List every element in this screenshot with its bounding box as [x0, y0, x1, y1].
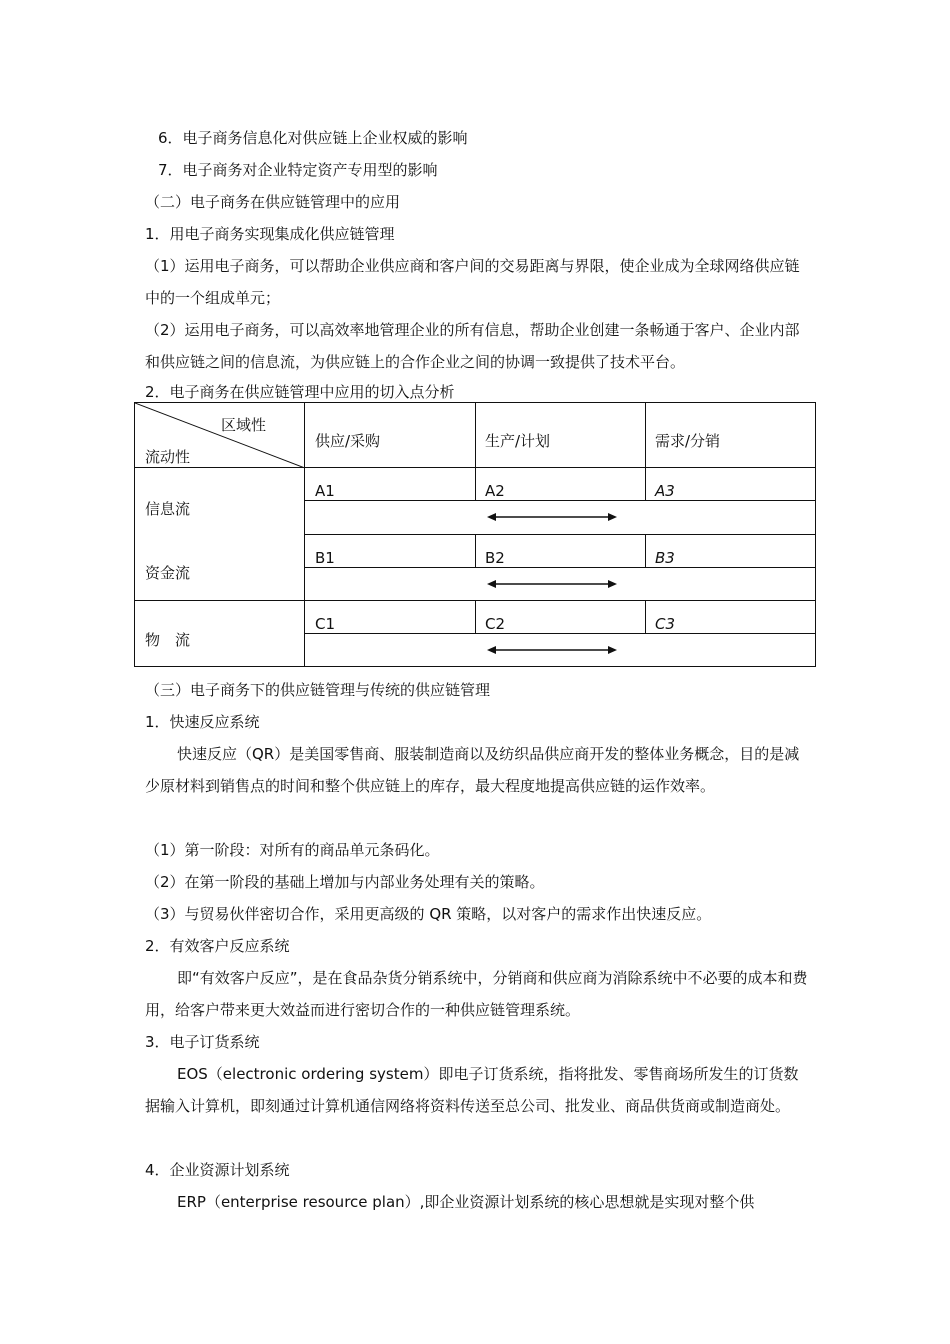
table-cell: B1	[315, 549, 335, 567]
list-item-6: 6．电子商务信息化对供应链上企业权威的影响	[158, 129, 468, 147]
corner-label-flow: 流动性	[145, 448, 191, 466]
subsection-title-ecr: 2．有效客户反应系统	[145, 937, 290, 955]
table-cell: B2	[485, 549, 505, 567]
double-arrow-icon	[487, 644, 617, 656]
table-cell: A3	[655, 482, 675, 500]
subsection-title-qr: 1．快速反应系统	[145, 713, 260, 731]
double-arrow-icon	[487, 511, 617, 523]
erp-description: ERP（enterprise resource plan）,即企业资源计划系统的核心思想就是实现对整个供	[177, 1193, 755, 1211]
section-heading-3: （三）电子商务下的供应链管理与传统的供应链管理	[145, 681, 491, 699]
analysis-table	[134, 402, 816, 667]
column-header: 需求/分销	[655, 432, 721, 450]
column-header: 供应/采购	[315, 432, 381, 450]
table-cell: C3	[655, 615, 676, 633]
table-cell: A2	[485, 482, 505, 500]
paragraph-2: （2）运用电子商务，可以高效率地管理企业的所有信息，帮助企业创建一条畅通于客户、企业内部和供应链之间的信息流，为供应链上的合作企业之间的协调一致提供了技术平台。	[145, 321, 800, 371]
row-label: 信息流	[145, 500, 191, 518]
qr-stage-1: （1）第一阶段：对所有的商品单元条码化。	[145, 841, 440, 859]
subsection-title-2: 2．电子商务在供应链管理中应用的切入点分析	[145, 383, 455, 401]
table-cell: B3	[655, 549, 675, 567]
section-heading-2: （二）电子商务在供应链管理中的应用	[145, 193, 401, 211]
qr-stage-2: （2）在第一阶段的基础上增加与内部业务处理有关的策略。	[145, 873, 545, 891]
qr-description: 快速反应（QR）是美国零售商、服装制造商以及纺织品供应商开发的整体业务概念，目的是减少原材料到销售点的时间和整个供应链上的库存，最大程度地提高供应链的运作效率。	[145, 745, 800, 795]
subsection-title-eos: 3．电子订货系统	[145, 1033, 260, 1051]
column-header: 生产/计划	[485, 432, 551, 450]
qr-stage-3: （3）与贸易伙伴密切合作，采用更高级的 QR 策略，以对客户的需求作出快速反应。	[145, 905, 712, 923]
table-cell: C1	[315, 615, 336, 633]
table-cell: A1	[315, 482, 335, 500]
row-label: 物 流	[145, 631, 191, 649]
corner-label-region: 区域性	[221, 416, 267, 434]
eos-description: EOS（electronic ordering system）即电子订货系统，指将批发、零售商场所发生的订货数据输入计算机，即刻通过计算机通信网络将资料传送至总公司、批发业、商品供货商或制造商处。	[145, 1065, 799, 1115]
list-item-7: 7．电子商务对企业特定资产专用型的影响	[158, 161, 438, 179]
row-label: 资金流	[145, 564, 191, 582]
table-cell: C2	[485, 615, 506, 633]
subsection-title-1: 1．用电子商务实现集成化供应链管理	[145, 225, 395, 243]
ecr-description: 即“有效客户反应”，是在食品杂货分销系统中，分销商和供应商为消除系统中不必要的成本和费用，给客户带来更大效益而进行密切合作的一种供应链管理系统。	[145, 969, 808, 1019]
paragraph-1: （1）运用电子商务，可以帮助企业供应商和客户间的交易距离与界限，使企业成为全球网络供应链中的一个组成单元；	[145, 257, 800, 307]
double-arrow-icon	[487, 578, 617, 590]
subsection-title-erp: 4．企业资源计划系统	[145, 1161, 290, 1179]
